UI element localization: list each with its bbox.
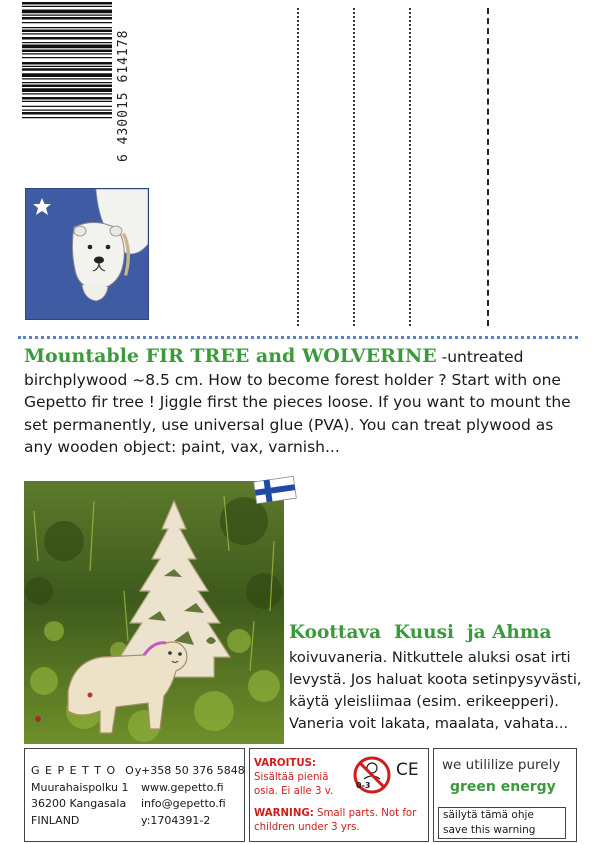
- keep-fi: säilytä tämä ohje: [443, 809, 534, 821]
- english-body: -untreated birchplywood ~8.5 cm. How to become forest holder ? Start with one Gepetto fir tree ! Jiggle first the pieces loose. If you want to mount the set permanently, use universal glue (PVA). You can treat plywood as any wooden object: paint, vax, varnish...: [24, 348, 571, 456]
- barcode-bar: [22, 97, 112, 100]
- barcode-bar: [22, 6, 112, 7]
- website: www.gepetto.fi: [141, 780, 224, 794]
- age-label: 0-3: [356, 781, 371, 790]
- product-photo: [24, 481, 284, 744]
- barcode-bar: [22, 33, 112, 34]
- barcode-bar: [22, 82, 112, 83]
- barcode-bar: [22, 37, 112, 40]
- address-line-2: [353, 8, 355, 326]
- barcode-bar: [22, 85, 112, 88]
- english-headline: Mountable FIR TREE and WOLVERINE: [24, 345, 437, 367]
- barcode-digits: 6 430015 614178: [116, 29, 131, 162]
- barcode-bar: [22, 57, 112, 58]
- finnish-description: [289, 622, 589, 735]
- warning-en-text: Small parts. Not for children under 3 yrs.: [254, 808, 417, 833]
- energy-line-2: green energy: [450, 779, 556, 795]
- warning-en-title: WARNING:: [254, 808, 314, 819]
- barcode-bar: [22, 42, 112, 43]
- address-city: 36200 Kangasala: [31, 797, 127, 810]
- english-description: [24, 345, 576, 459]
- barcode-bar: [22, 73, 112, 77]
- barcode-bar: [22, 62, 112, 65]
- address-line-4: [487, 8, 489, 326]
- barcode-bar: [22, 66, 112, 67]
- star-icon: [33, 198, 51, 215]
- barcode-bar: [22, 68, 112, 71]
- barcode-bar: [22, 106, 112, 107]
- phone-number: +358 50 376 5848: [141, 764, 245, 777]
- finnish-headline: Koottava Kuusi ja Ahma: [289, 622, 552, 643]
- company-address-box: [24, 748, 245, 842]
- business-id: y:1704391-2: [141, 813, 211, 827]
- warning-box: [249, 748, 429, 842]
- barcode-bar: [22, 30, 112, 33]
- address-line-3: [409, 8, 411, 326]
- ce-mark: CE: [396, 760, 419, 780]
- barcode-bar: [22, 27, 112, 28]
- barcode-bar: [22, 110, 112, 111]
- keep-en: save this warning: [443, 824, 536, 836]
- company-name: G E P E T T O Oy: [31, 764, 143, 777]
- warning-fi-text: Sisältää pieniä osia. Ei alle 3 v.: [254, 772, 334, 797]
- section-divider: [18, 336, 578, 339]
- barcode-bar: [22, 50, 112, 53]
- finland-flag-icon: [251, 475, 299, 505]
- barcode-bar: [22, 53, 112, 54]
- barcode-bar: [22, 22, 112, 23]
- barcode-bar: [22, 15, 112, 16]
- email: info@gepetto.fi: [141, 797, 226, 810]
- barcode-bar: [22, 10, 112, 14]
- barcode-bar: [22, 101, 112, 102]
- address-line-1: [297, 8, 299, 326]
- barcode-bar: [22, 78, 112, 79]
- energy-line-1: we utililize purely: [442, 757, 561, 773]
- address-country: FINLAND: [31, 813, 80, 827]
- keep-instructions-box: [438, 807, 566, 839]
- address-street: Muurahaispolku 1: [31, 780, 129, 794]
- barcode-bar: [22, 117, 112, 118]
- barcode-bar: [22, 112, 112, 115]
- polar-bear-thumbnail: [25, 188, 149, 320]
- energy-box: [433, 748, 577, 842]
- warning-fi-title: VAROITUS:: [254, 758, 317, 769]
- barcode-bar: [22, 93, 112, 94]
- barcode-bar: [22, 17, 112, 20]
- barcode-bar: [22, 2, 112, 5]
- finnish-body: koivuvaneria. Nitkuttele aluksi osat irti levystä. Jos haluat koota setinpysyvästi, käytä yleisliimaa (esim. erikeepperi). Vaneria voit lakata, maalata, vahata...: [289, 649, 582, 732]
- barcode-bar: [22, 45, 112, 49]
- barcode-bar: [22, 88, 112, 92]
